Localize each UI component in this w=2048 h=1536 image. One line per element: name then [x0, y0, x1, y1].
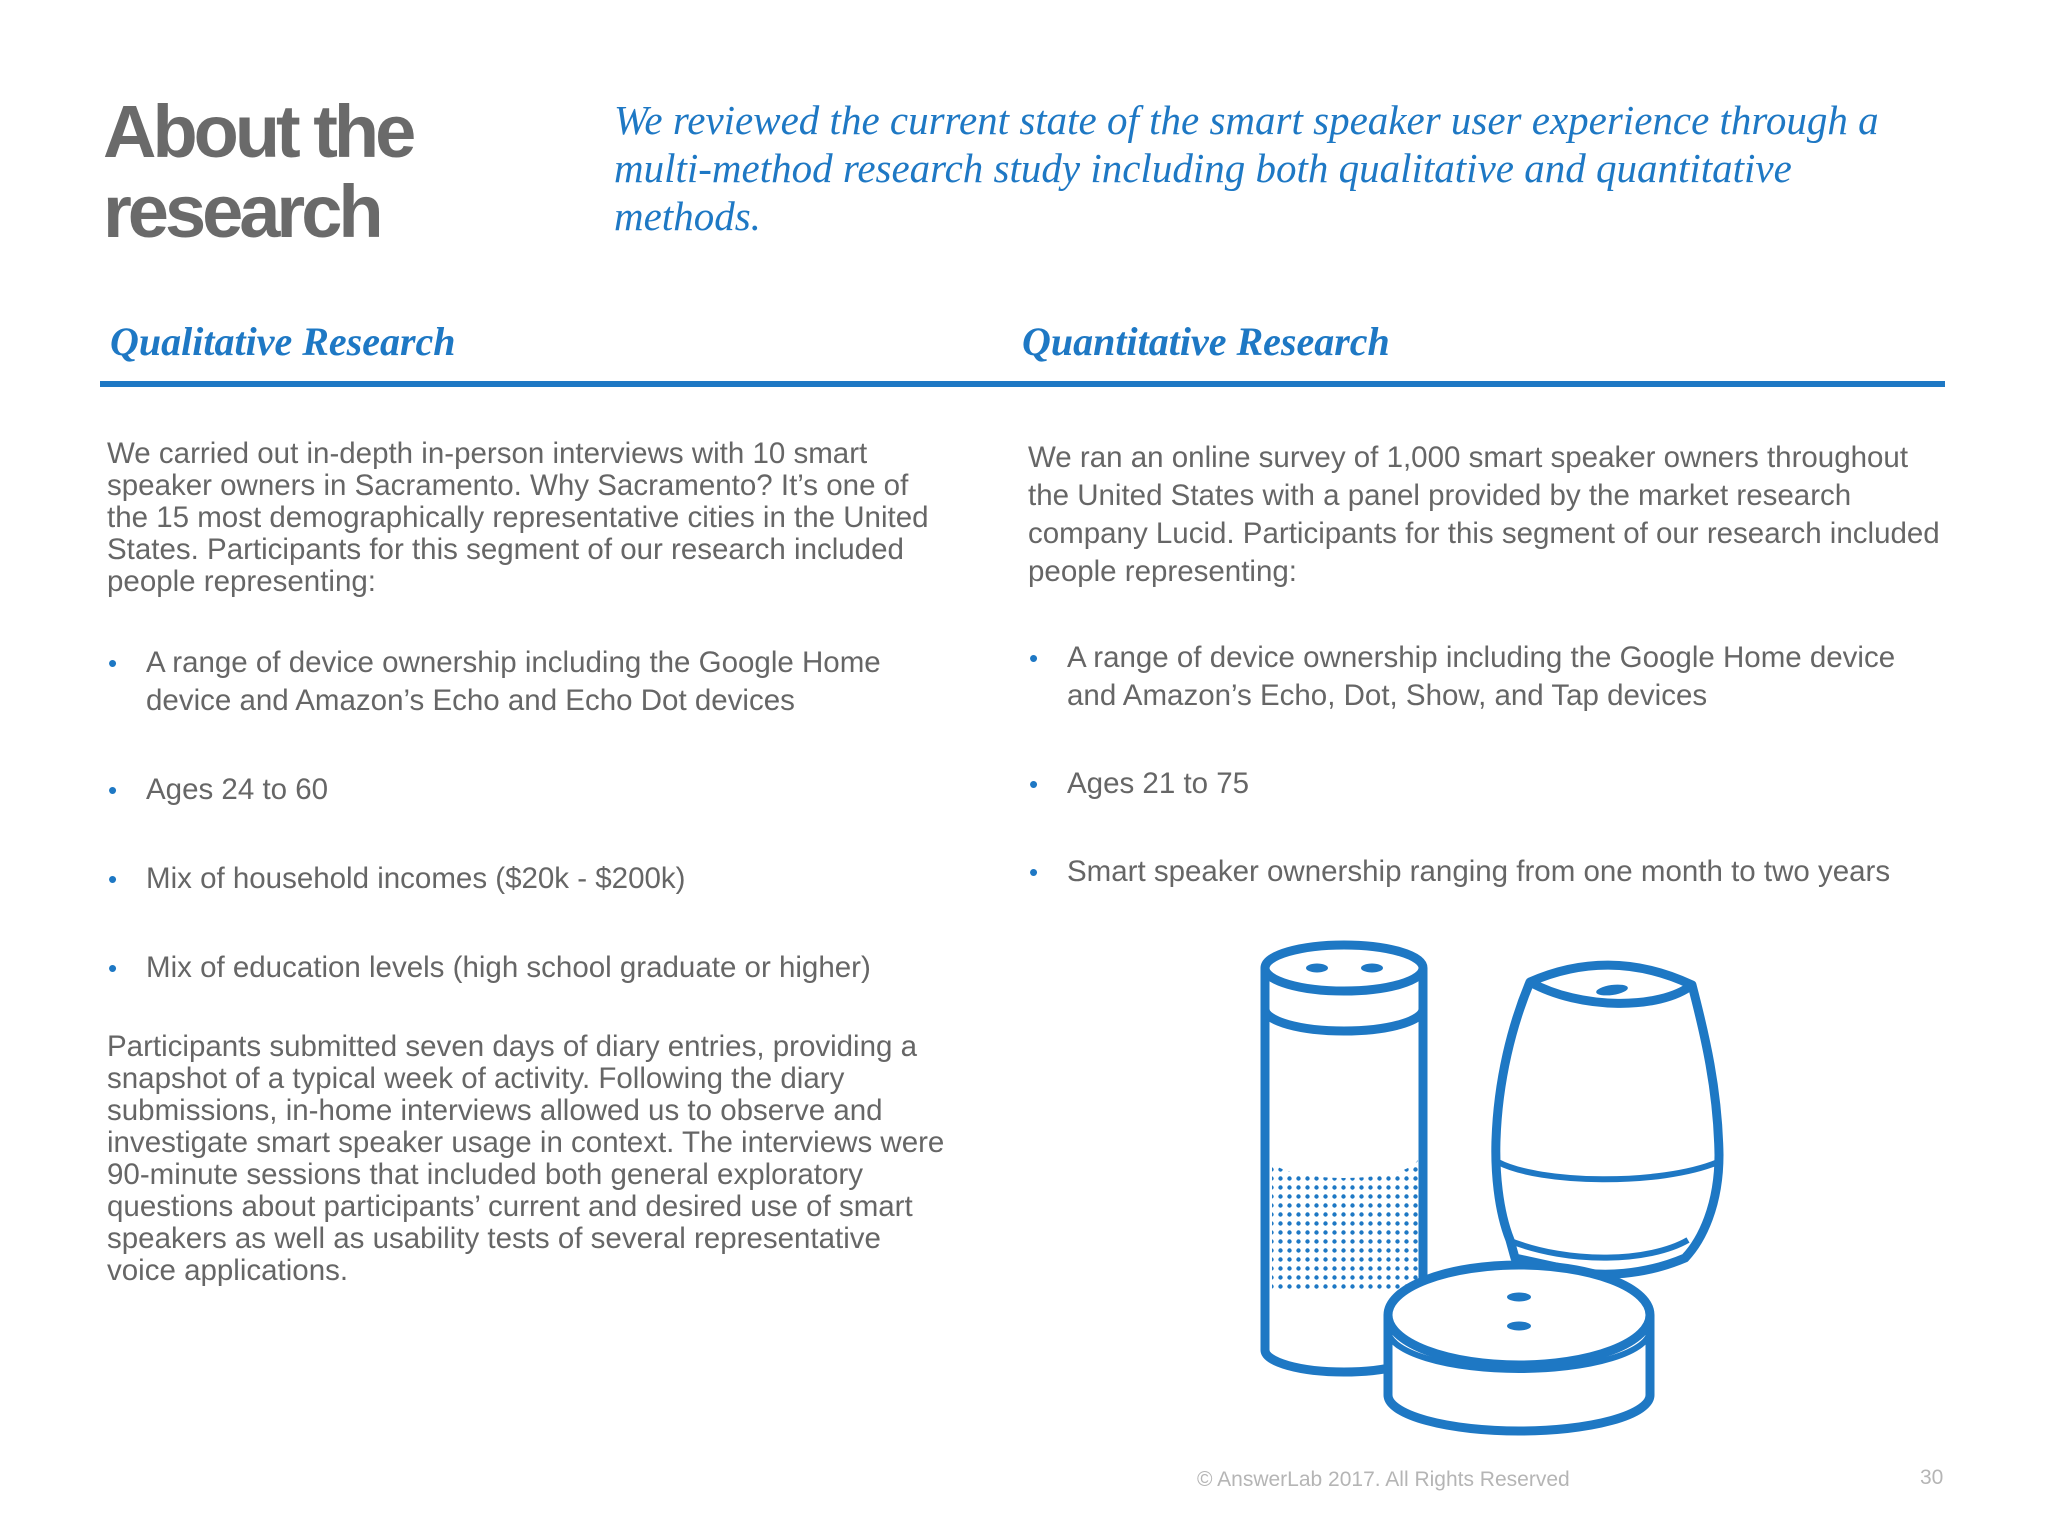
list-item: [107, 644, 957, 720]
title-line-2: research: [103, 170, 380, 253]
bullet-icon: •: [108, 775, 118, 805]
bullet-icon: •: [1029, 857, 1039, 887]
qualitative-intro: We carried out in-depth in-person interviews with 10 smart speaker owners in Sacramento. Why Sacramento? It’s one of the 15 most demographically representative cities in the United States. Participants for this segment of our research included people representing:: [107, 437, 929, 598]
title-line-1: About the: [103, 90, 413, 173]
bullet-icon: •: [108, 648, 118, 678]
home-speaker-icon: [1496, 965, 1719, 1274]
quantitative-heading: Quantitative Research: [1022, 319, 1390, 364]
qualitative-column: [107, 438, 957, 1287]
bullet-text: Mix of household incomes ($20k - $200k): [146, 862, 686, 895]
bullet-text: Mix of education levels (high school graduate or higher): [146, 951, 871, 984]
list-item: [107, 860, 957, 898]
list-item: [1028, 765, 1948, 803]
quantitative-bullet-list: [1028, 639, 1948, 891]
qualitative-closing: Participants submitted seven days of diary entries, providing a snapshot of a typical week of activity. Following the diary submissions, in-home interviews allowed us to observe and investigate smart speaker usage in context. The interviews were 90-minute sessions that included both general exploratory questions about participants’ current and desired use of smart speakers as well as usability tests of several representative voice applications.: [107, 1030, 945, 1287]
bullet-text: Ages 24 to 60: [146, 773, 329, 806]
intro-statement: We reviewed the current state of the smart speaker user experience through a multi-method research study including both qualitative and quantitative methods.: [614, 97, 1879, 239]
quantitative-column: [1028, 439, 1948, 941]
section-divider: [100, 381, 1945, 387]
bullet-text: A range of device ownership including the Google Home device and Amazon’s Echo, Dot, Show, and Tap devices: [1067, 641, 1896, 712]
bullet-icon: •: [1029, 643, 1039, 673]
page-number: 30: [1920, 1466, 1944, 1489]
qualitative-heading: Qualitative Research: [110, 319, 456, 364]
echo-dot-icon: [1388, 1265, 1650, 1431]
list-item: [1028, 639, 1948, 715]
qualitative-bullet-list: [107, 644, 957, 987]
quantitative-intro: We ran an online survey of 1,000 smart speaker owners throughout the United States with a panel provided by the market research company Lucid. Participants for this segment of our research included people representing:: [1028, 441, 1940, 588]
bullet-icon: •: [1029, 769, 1039, 799]
bullet-icon: •: [108, 953, 118, 983]
list-item: [107, 949, 957, 987]
bullet-icon: •: [108, 864, 118, 894]
copyright-footer: © AnswerLab 2017. All Rights Reserved: [1197, 1468, 1570, 1491]
bullet-text: Ages 21 to 75: [1067, 767, 1250, 800]
page-title: [103, 92, 523, 252]
bullet-text: A range of device ownership including the Google Home device and Amazon’s Echo and Echo Dot devices: [146, 646, 881, 717]
bullet-text: Smart speaker ownership ranging from one month to two years: [1067, 855, 1891, 888]
smart-speakers-illustration: [1240, 940, 1750, 1440]
list-item: [107, 771, 957, 809]
list-item: [1028, 853, 1948, 891]
